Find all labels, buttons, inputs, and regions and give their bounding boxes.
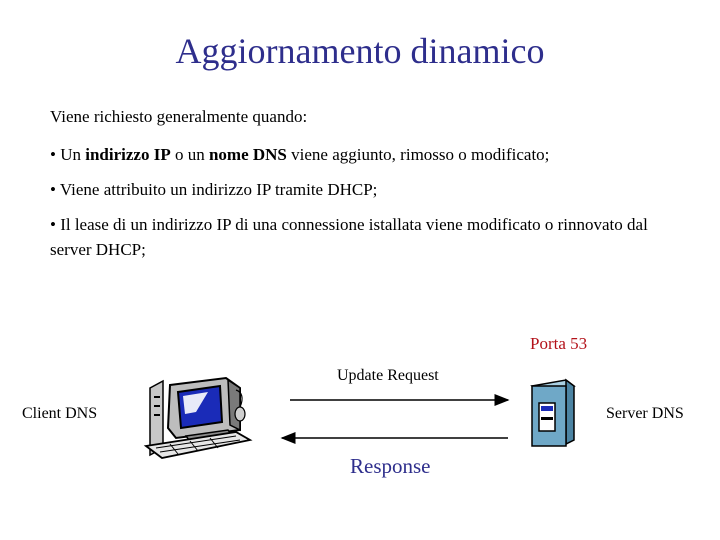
response-label: Response: [350, 454, 431, 478]
bullet-1-term-dns: nome DNS: [208, 145, 287, 164]
bullet-1-term-ip: indirizzo IP: [85, 145, 171, 164]
client-dns-label: Client DNS: [22, 405, 98, 422]
server-dns-label: Server DNS: [606, 405, 684, 422]
bullet-1-suffix: viene aggiunto, rimosso o modificato;: [286, 145, 550, 164]
update-request-label: Update Request: [337, 367, 439, 384]
computer-icon: [146, 378, 250, 458]
bullet-3: • Il lease di un indirizzo IP di una connessione istallata viene modificato o rinnovato dal server DHCP;: [50, 215, 648, 259]
port-label: Porta 53: [530, 334, 588, 353]
bullet-2: • Viene attribuito un indirizzo IP tramite DHCP;: [50, 180, 378, 199]
intro-text: Viene richiesto generalmente quando:: [50, 107, 308, 126]
bullet-1-prefix: • Un: [50, 145, 86, 164]
bullet-1-mid: o un: [170, 145, 209, 164]
server-icon: [532, 380, 574, 446]
slide-title: Aggiornamento dinamico: [175, 31, 545, 71]
